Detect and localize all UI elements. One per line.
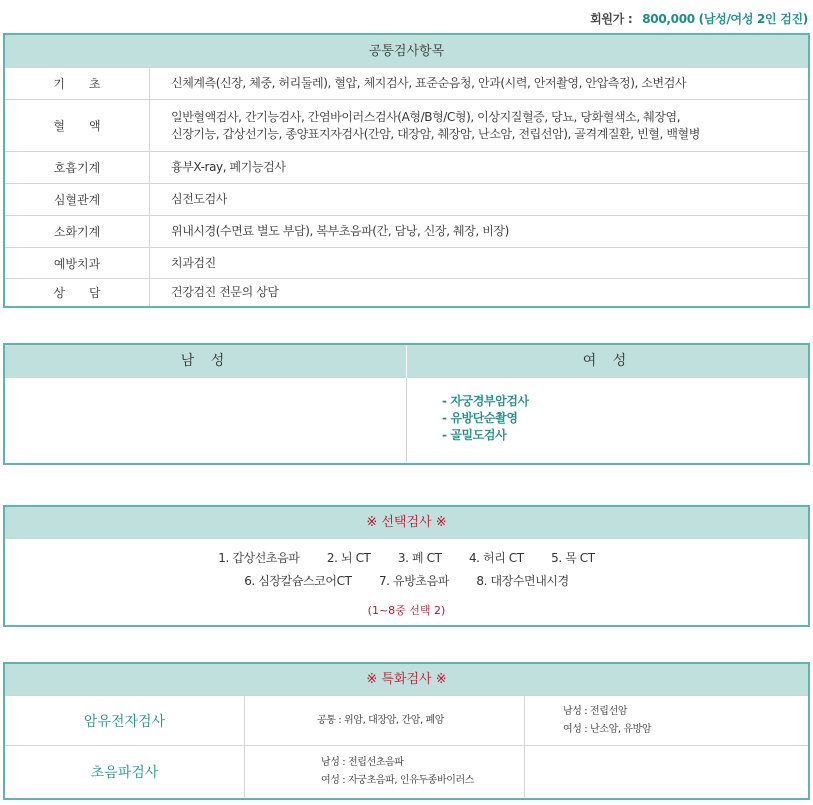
optional-item: 3. 폐 CT <box>397 551 442 565</box>
list-item: - 자궁경부암검사 <box>442 394 529 408</box>
row-label: 혈 액 <box>5 100 150 151</box>
table-row <box>5 216 808 248</box>
table-row <box>5 68 808 100</box>
optional-exam-title: ※ 선택검사 ※ <box>5 507 808 539</box>
table-row <box>5 696 808 746</box>
table-row <box>5 746 808 797</box>
optional-item: 8. 대장수면내시경 <box>476 574 569 588</box>
price-value: 800,000 (남성/여성 2인 검진) <box>642 12 808 26</box>
row-empty <box>525 746 808 797</box>
row-text-line: 여성 : 자궁초음파, 인유두종바이러스 <box>321 774 474 786</box>
female-header: 여 성 <box>407 345 808 378</box>
special-exam-title: ※ 특화검사 ※ <box>5 664 808 696</box>
row-label: 심혈관계 <box>5 184 150 215</box>
row-text <box>150 100 808 151</box>
optional-line-2 <box>5 572 808 589</box>
row-text: 건강검진 전문의 상담 <box>171 285 279 299</box>
row-common <box>245 696 525 745</box>
row-gender <box>525 696 808 745</box>
male-header: 남 성 <box>5 345 407 378</box>
row-text-line: 남성 : 전립선암 <box>563 705 628 717</box>
row-gender <box>245 746 525 797</box>
list-item: - 유방단순촬영 <box>442 411 518 425</box>
gender-body <box>5 378 808 463</box>
row-label: 소화기계 <box>5 216 150 247</box>
optional-item: 7. 유방초음파 <box>378 574 449 588</box>
gender-exam-table <box>3 343 810 465</box>
optional-item: 2. 뇌 CT <box>326 551 371 565</box>
list-item: - 골밀도검사 <box>442 428 507 442</box>
special-exam-table <box>3 662 810 800</box>
common-exam-title: 공통검사항목 <box>5 35 808 68</box>
table-row <box>5 152 808 184</box>
row-text: 위내시경(수면료 별도 부담), 복부초음파(간, 담낭, 신장, 췌장, 비장) <box>171 224 509 238</box>
table-row <box>5 100 808 152</box>
row-label: 초음파검사 <box>5 746 245 797</box>
female-exam-list <box>407 378 808 444</box>
optional-item: 4. 허리 CT <box>468 551 524 565</box>
row-text-line: 여성 : 난소암, 유방암 <box>563 723 652 735</box>
row-text: 신체계측(신장, 체중, 허리둘레), 혈압, 체지검사, 표준순음청, 안과(시력, 안저촬영, 안압측정), 소변검사 <box>171 76 687 90</box>
male-column <box>5 378 407 463</box>
gender-headers <box>5 345 808 378</box>
row-text-line: 신장기능, 갑상선기능, 종양표지자검사(간암, 대장암, 췌장암, 난소암, 전립선암), 골격계질환, 빈혈, 백혈병 <box>171 126 700 141</box>
table-row <box>5 279 808 306</box>
row-label: 호흡기계 <box>5 152 150 183</box>
optional-item: 1. 갑상선초음파 <box>218 551 300 565</box>
row-text-line: 남성 : 전립선초음파 <box>321 756 404 768</box>
row-text: 치과검진 <box>171 255 216 270</box>
row-text: 심전도검사 <box>171 192 227 206</box>
row-text-line: 일반혈액검사, 간기능검사, 간염바이러스검사(A형/B형/C형), 이상지질혈증, 당뇨, 당화혈색소, 췌장염, <box>171 109 681 124</box>
row-label: 예방치과 <box>5 248 150 278</box>
optional-line-1 <box>5 549 808 566</box>
table-row <box>5 248 808 279</box>
common-exam-table <box>3 33 810 308</box>
optional-exam-box <box>3 505 810 627</box>
optional-item: 6. 심장칼슘스코어CT <box>244 574 352 588</box>
table-row <box>5 184 808 216</box>
optional-note: (1~8중 선택 2) <box>367 604 446 617</box>
member-price <box>590 10 808 27</box>
row-label: 기 초 <box>5 68 150 99</box>
female-column <box>407 378 808 463</box>
row-text-line: 공통 : 위암, 대장암, 간암, 폐암 <box>317 714 445 726</box>
optional-item: 5. 목 CT <box>551 551 595 565</box>
row-label: 상 담 <box>5 279 150 306</box>
row-label: 암유전자검사 <box>5 696 245 745</box>
row-text: 흉부X-ray, 폐기능검사 <box>171 160 286 174</box>
price-label: 회원가 : <box>590 12 633 26</box>
